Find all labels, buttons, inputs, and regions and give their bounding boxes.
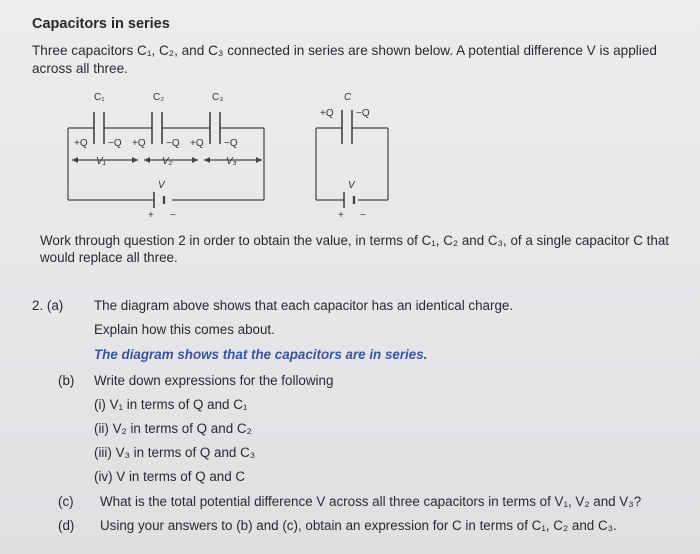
charge-c-minus: −Q [356,108,370,119]
supply-v-right: V [348,180,355,191]
voltage-v3: V₃ [226,156,237,167]
question-a-answer: The diagram shows that the capacitors are in series. [94,347,428,362]
charge-c3-minus: −Q [224,138,238,149]
question-b-text: Write down expressions for the following [94,373,334,388]
question-c-text: What is the total potential difference V across all three capacitors in terms of V₁, V₂ and V₃? [100,494,642,509]
question-number: 2. (a) [32,298,64,313]
intro-paragraph: Three capacitors C₁, C₂, and C₃ connected in series are shown below. A potential difference V is applied across all three. [32,43,657,76]
circuit-diagrams [58,86,418,222]
question-a-line2: Explain how this comes about. [94,322,275,337]
charge-c2-plus: +Q [132,138,146,149]
voltage-v2: V₂ [162,156,173,167]
question-b-item-4: (iv) V in terms of Q and C [94,469,246,484]
label-c3: C₃ [212,92,224,103]
question-d-text: Using your answers to (b) and (c), obtain an expression for C in terms of C₁, C₂ and C₃. [100,518,617,533]
page-title: Capacitors in series [32,16,170,32]
label-c: C [344,92,352,103]
question-b-label: (b) [58,373,75,388]
supply-minus-right: − [360,210,366,221]
label-c1: C₁ [94,92,105,103]
voltage-v1: V₁ [96,156,106,167]
charge-c1-plus: +Q [74,138,88,149]
question-a-line1: The diagram above shows that each capacitor has an identical charge. [94,298,514,313]
charge-c3-plus: +Q [190,138,204,149]
charge-c2-minus: −Q [166,138,180,149]
supply-plus-left: + [148,210,154,221]
question-b-item-2: (ii) V₂ in terms of Q and C₂ [94,421,252,436]
question-b-item-1: (i) V₁ in terms of Q and C₁ [94,397,248,412]
instruction-paragraph: Work through question 2 in order to obtain the value, in terms of C₁, C₂ and C₃, of a single capacitor C that would replace all three. [40,233,669,265]
supply-plus-right: + [338,210,344,221]
question-b-item-3: (iii) V₃ in terms of Q and C₃ [94,445,256,460]
question-c-label: (c) [58,494,74,509]
supply-minus-left: − [170,210,176,221]
charge-c1-minus: −Q [108,138,122,149]
question-d-label: (d) [58,518,75,533]
label-c2: C₂ [153,92,165,103]
charge-c-plus: +Q [320,108,334,119]
supply-v-left: V [158,180,165,191]
